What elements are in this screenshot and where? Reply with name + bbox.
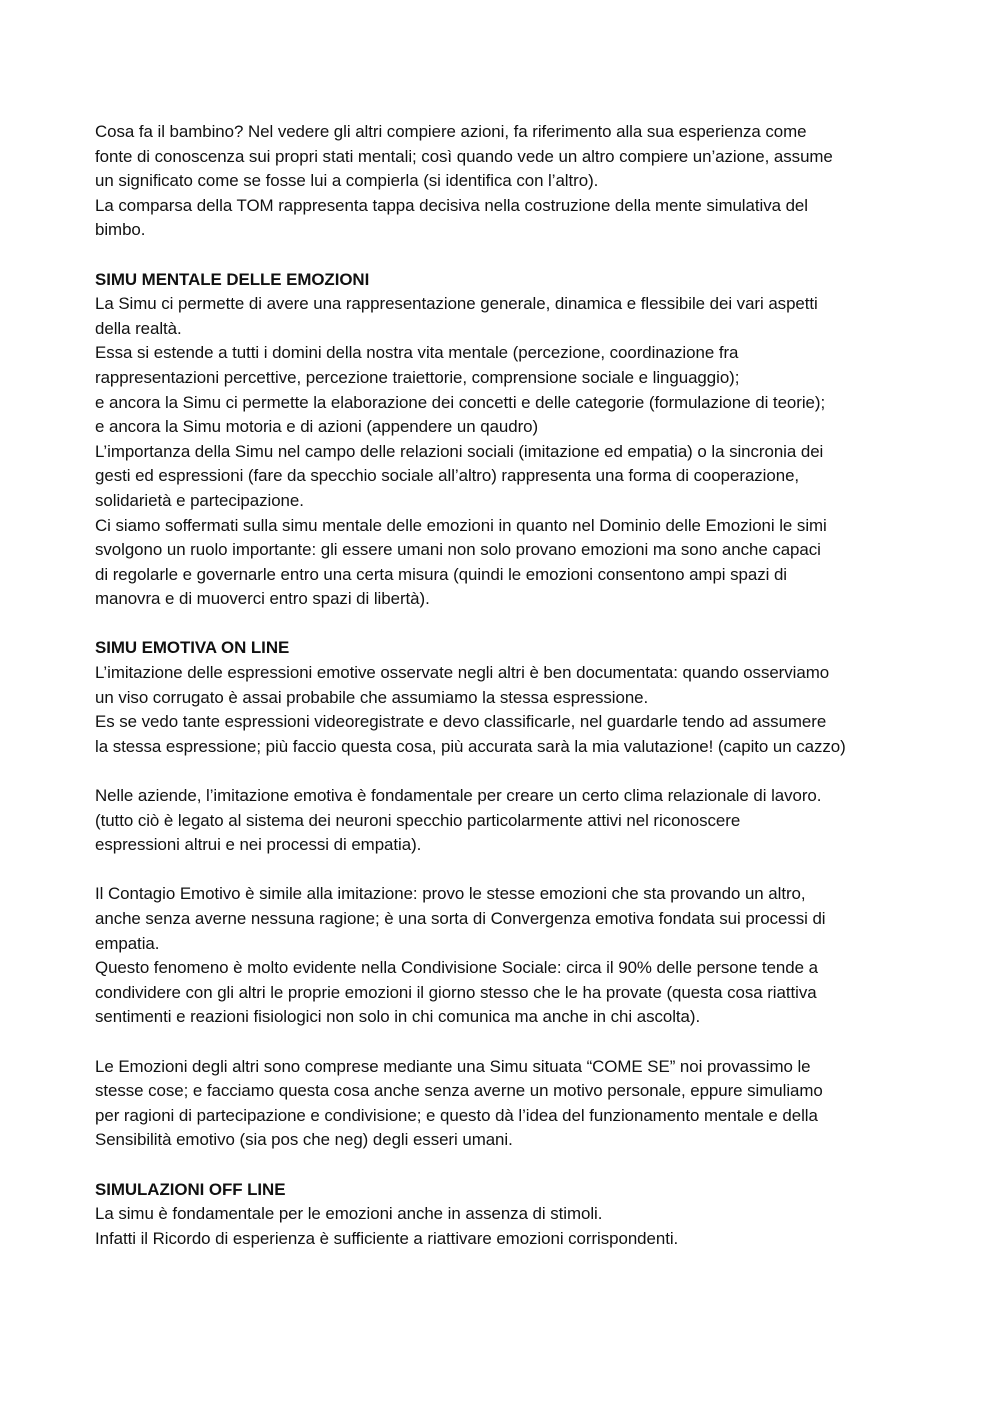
text-line: della realtà. xyxy=(95,318,182,338)
text-line: L’importanza della Simu nel campo delle relazioni sociali (imitazione ed empatia) o la sincronia dei xyxy=(95,441,824,461)
text-line: svolgono un ruolo importante: gli essere umani non solo provano emozioni ma sono anche capaci xyxy=(95,540,821,560)
text-line: Il Contagio Emotivo è simile alla imitazione: provo le stesse emozioni che sta provando un altro, xyxy=(95,884,806,904)
paragraph-spacer xyxy=(95,612,910,637)
text-line: Ci siamo soffermati sulla simu mentale delle emozioni in quanto nel Dominio delle Emozioni le simi xyxy=(95,515,827,535)
text-line: gesti ed espressioni (fare da specchio sociale all’altro) rappresenta una forma di cooperazione, xyxy=(95,466,800,486)
text-line: e ancora la Simu motoria e di azioni (appendere un qaudro) xyxy=(95,417,539,437)
text-line: Cosa fa il bambino? Nel vedere gli altri compiere azioni, fa riferimento alla sua esperienza come xyxy=(95,122,807,141)
text-line: Le Emozioni degli altri sono comprese mediante una Simu situata “COME SE” noi provassimo le xyxy=(95,1056,811,1076)
text-line: anche senza averne nessuna ragione; è una sorta di Convergenza emotiva fondata sui processi di xyxy=(95,909,826,928)
text-line: un significato come se fosse lui a compierla (si identifica con l’altro). xyxy=(95,171,599,191)
text-line: di regolarle e governarle entro una certa misura (quindi le emozioni consentono ampi spazi di xyxy=(95,564,788,584)
text-line: La Simu ci permette di avere una rappresentazione generale, dinamica e flessibile dei vari aspetti xyxy=(95,294,818,314)
text-line: Questo fenomeno è molto evidente nella Condivisione Sociale: circa il 90% delle persone tende a xyxy=(95,958,818,978)
text-line: bimbo. xyxy=(95,220,146,240)
text-line: manovra e di muoverci entro spazi di libertà). xyxy=(95,589,430,609)
body-paragraph xyxy=(95,661,910,759)
text-line: rappresentazioni percettive, percezione traiettorie, comprensione sociale e linguaggio); xyxy=(95,367,740,387)
text-line: per ragioni di partecipazione e condivisione; e questo dà l’idea del funzionamento mentale e della xyxy=(95,1105,818,1125)
body-paragraph xyxy=(95,292,910,612)
text-line: espressioni altrui e nei processi di empatia). xyxy=(95,835,422,855)
text-line: condividere con gli altri le proprie emozioni il giorno stesso che le ha provate (questa cosa riattiva xyxy=(95,982,817,1002)
paragraph-spacer xyxy=(95,1030,910,1055)
section-heading: SIMU MENTALE DELLE EMOZIONI xyxy=(95,269,370,289)
body-paragraph xyxy=(95,784,910,858)
text-line: sentimenti e reazioni fisiologici non solo in chi comunica ma anche in chi ascolta). xyxy=(95,1007,701,1027)
body-paragraph xyxy=(95,120,910,243)
paragraph-spacer xyxy=(95,858,910,883)
text-line: Infatti il Ricordo di esperienza è sufficiente a riattivare emozioni corrispondenti. xyxy=(95,1228,679,1248)
paragraph-spacer xyxy=(95,759,910,784)
paragraph-spacer xyxy=(95,243,910,268)
document-page xyxy=(95,120,910,1251)
text-line: (tutto ciò è legato al sistema dei neuroni specchio particolarmente attivi nel riconoscere xyxy=(95,810,741,830)
text-line: stesse cose; e facciamo questa cosa anche senza averne un motivo personale, eppure simuliamo xyxy=(95,1081,823,1101)
text-line: L’imitazione delle espressioni emotive osservate negli altri è ben documentata: quando osserviamo xyxy=(95,663,830,683)
text-line: empatia. xyxy=(95,933,160,953)
text-line: solidarietà e partecipazione. xyxy=(95,490,304,510)
text-line: Essa si estende a tutti i domini della nostra vita mentale (percezione, coordinazione fra xyxy=(95,343,739,363)
body-paragraph xyxy=(95,1055,910,1153)
text-line: Es se vedo tante espressioni videoregistrate e devo classificarle, nel guardarle tendo ad assumere xyxy=(95,712,827,732)
text-line: La comparsa della TOM rappresenta tappa decisiva nella costruzione della mente simulativa del xyxy=(95,195,808,215)
section-heading: SIMULAZIONI OFF LINE xyxy=(95,1179,286,1199)
text-line: La simu è fondamentale per le emozioni anche in assenza di stimoli. xyxy=(95,1204,603,1224)
text-line: Sensibilità emotivo (sia pos che neg) degli esseri umani. xyxy=(95,1130,513,1150)
text-line: un viso corrugato è assai probabile che assumiamo la stessa espressione. xyxy=(95,687,649,707)
section-heading: SIMU EMOTIVA ON LINE xyxy=(95,638,290,658)
paragraph-spacer xyxy=(95,1153,910,1178)
body-paragraph xyxy=(95,1202,910,1251)
text-line: e ancora la Simu ci permette la elaborazione dei concetti e delle categorie (formulazione di teorie); xyxy=(95,392,826,412)
text-line: Nelle aziende, l’imitazione emotiva è fondamentale per creare un certo clima relazionale di lavoro. xyxy=(95,786,822,806)
text-line: la stessa espressione; più faccio questa cosa, più accurata sarà la mia valutazione! (capito un cazzo) xyxy=(95,736,846,756)
text-line: fonte di conoscenza sui propri stati mentali; così quando vede un altro compiere un’azione, assume xyxy=(95,146,833,166)
body-paragraph xyxy=(95,882,910,1030)
